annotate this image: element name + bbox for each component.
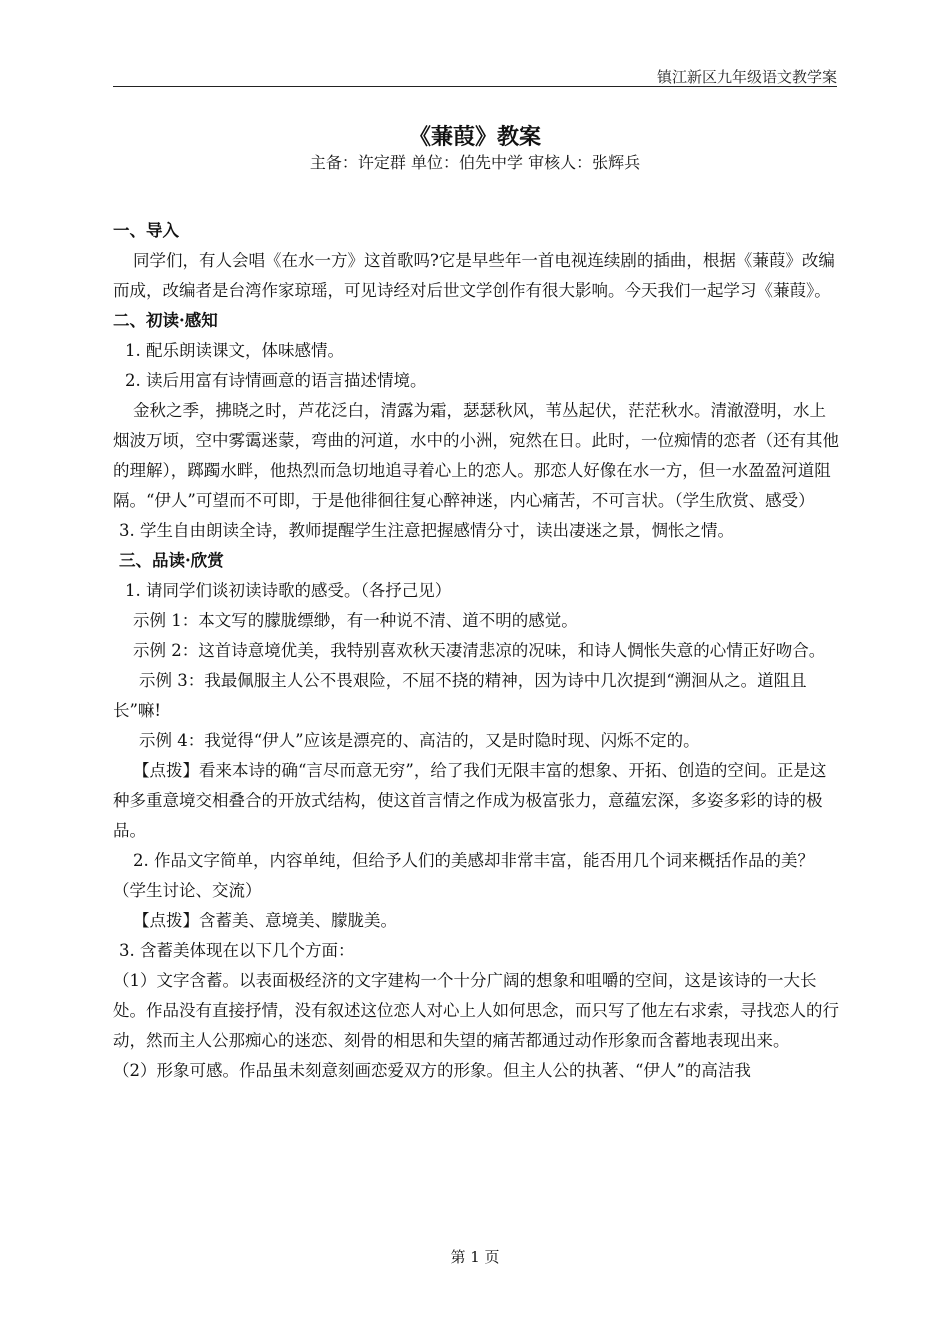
point-paragraph-2: （2）形象可感。作品虽未刻意刻画恋爱双方的形象。但主人公的执著、“伊人”的高洁我	[113, 1061, 751, 1080]
document-subtitle: 主备：许定群 单位：伯先中学 审核人：张辉兵	[309, 153, 641, 172]
intro-paragraph: 同学们，有人会唱《在水一方》这首歌吗?它是早些年一首电视连续剧的插曲，根据《蒹葭》改编而成，改编者是台湾作家琼瑶，可见诗经对后世文学创作有很大影响。今天我们一起学习《蒹葭》。	[113, 251, 835, 300]
example-3: 示例 3：我最佩服主人公不畏艰险，不屈不挠的精神，因为诗中几次提到“溯洄从之。道阻且长”嘛!	[113, 671, 807, 720]
point-paragraph-1: （1）文字含蓄。以表面极经济的文字建构一个十分广阔的想象和咀嚼的空间，这是该诗的一大长处。作品没有直接抒情，没有叙述这位恋人对心上人如何思念，而只写了他左右求索，寻找恋人的行动，然而主人公那痴心的迷恋、刻骨的相思和失望的痛苦都通过动作形象而含蓄地表现出来。	[113, 971, 839, 1050]
section-heading-appreciate: 三、品读·欣赏	[119, 551, 224, 570]
first-read-item-2: 2. 读后用富有诗情画意的语言描述情境。	[125, 371, 427, 390]
appreciate-item-2: 2. 作品文字简单，内容单纯，但给予人们的美感却非常丰富，能否用几个词来概括作品的美？（学生讨论、交流）	[113, 851, 814, 900]
first-read-item-1: 1. 配乐朗读课文，体味感情。	[125, 341, 344, 360]
document-title: 《蒹葭》教案	[408, 124, 541, 150]
page-number: 第 1 页	[450, 1248, 500, 1266]
appreciate-item-1: 1. 请同学们谈初读诗歌的感受。（各抒己见）	[125, 581, 452, 600]
section-heading-first-read: 二、初读·感知	[113, 311, 218, 330]
header-divider	[113, 86, 837, 87]
tip-paragraph-2: 【点拨】含蓄美、意境美、朦胧美。	[133, 911, 397, 930]
running-header: 镇江新区九年级语文教学案	[656, 68, 837, 86]
scene-description: 金秋之季，拂晓之时，芦花泛白，清露为霜，瑟瑟秋风，苇丛起伏，茫茫秋水。清澈澄明，水上烟波万顷，空中雾霭迷蒙，弯曲的河道，水中的小洲，宛然在日。此时，一位痴情的恋者（还有其他的理解），踯躅水畔，他热烈而急切地追寻着心上的恋人。那恋人好像在水一方，但一水盈盈河道阻隔。“伊人”可望而不可即，于是他徘徊往复心醉神迷，内心痛苦，不可言状。（学生欣赏、感受）	[113, 401, 839, 510]
tip-paragraph-1: 【点拨】看来本诗的确“言尽而意无穷”，给了我们无限丰富的想象、开拓、创造的空间。正是这种多重意境交相叠合的开放式结构，使这首言情之作成为极富张力，意蕴宏深，多姿多彩的诗的极品。	[113, 761, 827, 840]
example-4: 示例 4：我觉得“伊人”应该是漂亮的、高洁的，又是时隐时现、闪烁不定的。	[139, 731, 700, 750]
document-body	[113, 216, 840, 1086]
first-read-item-3: 3. 学生自由朗读全诗，教师提醒学生注意把握感情分寸，读出凄迷之景，惆怅之情。	[119, 521, 734, 540]
section-heading-intro: 一、导入	[113, 221, 179, 240]
example-2: 示例 2：这首诗意境优美，我特别喜欢秋天凄清悲凉的况味，和诗人惆怅失意的心情正好吻合。	[133, 641, 826, 660]
example-1: 示例 1：本文写的朦胧缥缈，有一种说不清、道不明的感觉。	[133, 611, 578, 630]
appreciate-item-3: 3. 含蓄美体现在以下几个方面：	[119, 941, 355, 960]
